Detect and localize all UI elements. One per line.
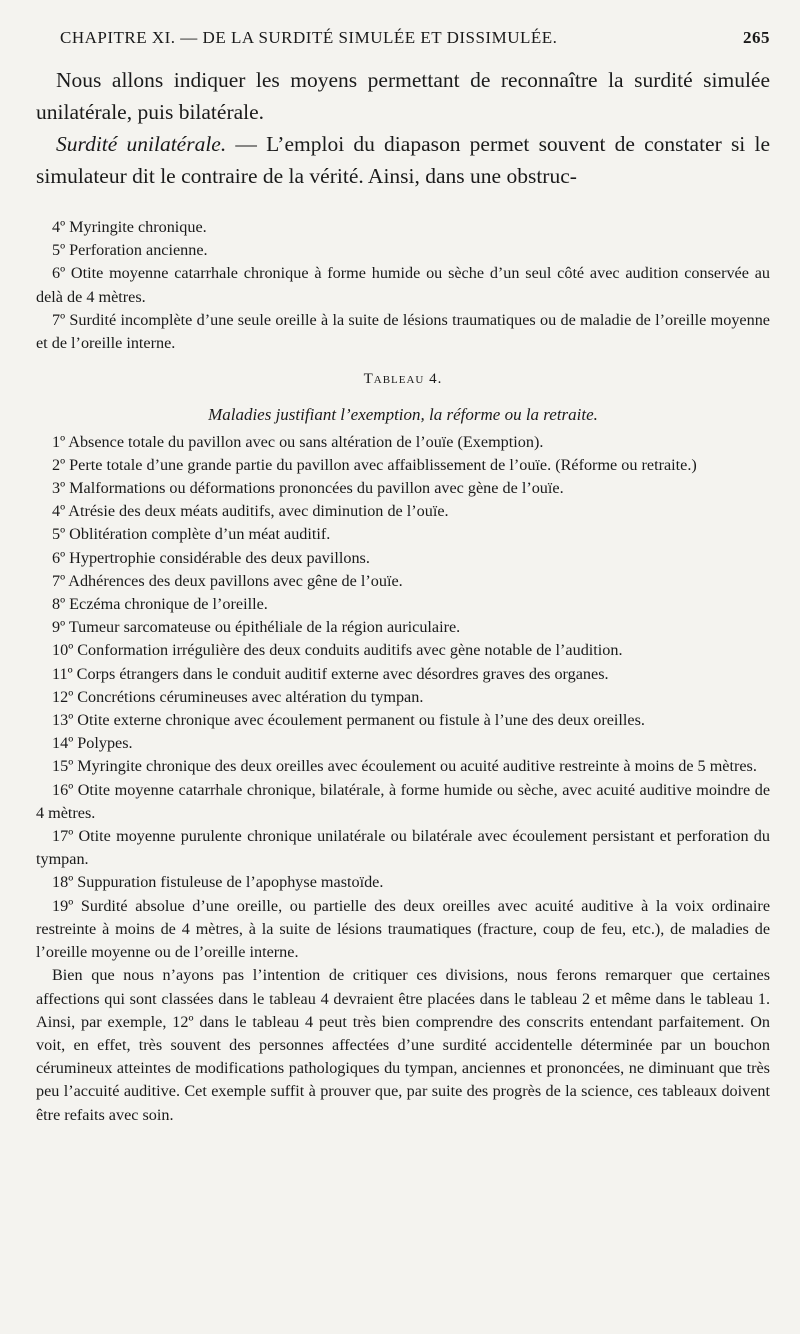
list-item: 17º Otite moyenne purulente chronique unilatérale ou bilatérale avec écoulement persistant et perforation du tympan. (36, 827, 770, 869)
list-item: 1º Absence totale du pavillon avec ou sans altération de l’ouïe (Exemption). (52, 432, 544, 451)
section-heading-unilateral: Surdité unilatérale. (56, 132, 227, 156)
intro-paragraph-2 (36, 128, 770, 192)
list-item: 19º Surdité absolue d’une oreille, ou partielle des deux oreilles avec acuité auditive à la voix ordinaire restreinte à moins de 4 mètres, à la suite de lésions traumatiques (fracture, coup de feu, etc.), de maladies de l’oreille moyenne ou de l’oreille interne. (36, 896, 770, 962)
list-item: 5º Oblitération complète d’un méat auditif. (52, 525, 331, 544)
closing-paragraph: Bien que nous n’ayons pas l’intention de critiquer ces divisions, nous ferons remarquer que certaines affections qui sont classées dans le tableau 4 devraient être placées dans le tableau 2 et même dans le tableau 1. Ainsi, par exemple, 12º dans le tableau 4 peut très bien comprendre des conscrits entendant parfaitement. On voit, en effet, très souvent des personnes affectées d’une surdité accidentelle déterminée par un bouchon cérumineux atteintes de modifications pathologiques du tympan, anciennes et prononcées, ne diminuant que très peu l’accuité auditive. Cet exemple suffit à prouver que, par suite des progrès de la science, ces tableaux doivent être refaits avec soin. (36, 966, 770, 1124)
list-item: 9º Tumeur sarcomateuse ou épithéliale de la région auriculaire. (52, 618, 461, 637)
tableau-title: Tableau 4. (363, 371, 443, 388)
list-item: 4º Atrésie des deux méats auditifs, avec diminution de l’ouïe. (52, 502, 449, 521)
list-item: 3º Malformations ou déformations prononcées du pavillon avec gène de l’ouïe. (52, 479, 564, 498)
list-item: 16º Otite moyenne catarrhale chronique, bilatérale, à forme humide ou sèche, avec acuité auditive moindre de 4 mètres. (36, 780, 770, 822)
running-head (60, 28, 770, 48)
list-item: 6º Otite moyenne catarrhale chronique à forme humide ou sèche d’un seul côté avec audition conservée au delà de 4 mètres. (36, 264, 770, 306)
tableau-subtitle: Maladies justifiant l’exemption, la réforme ou la retraite. (208, 405, 598, 425)
list-item: 6º Hypertrophie considérable des deux pavillons. (52, 548, 370, 567)
list-item: 14º Polypes. (52, 734, 133, 753)
running-title: CHAPITRE XI. — DE LA SURDITÉ SIMULÉE ET DISSIMULÉE. (60, 28, 558, 47)
list-item: 11º Corps étrangers dans le conduit auditif externe avec désordres graves des organes. (52, 664, 609, 683)
tableau-list (36, 431, 770, 965)
list-item: 8º Eczéma chronique de l’oreille. (52, 595, 268, 614)
main-text (36, 216, 770, 1127)
list-item: 18º Suppuration fistuleuse de l’apophyse mastoïde. (52, 873, 384, 892)
list-item: 13º Otite externe chronique avec écoulement permanent ou fistule à l’une des deux oreilles. (52, 711, 645, 730)
intro-text (36, 64, 770, 192)
list-item: 5º Perforation ancienne. (52, 241, 208, 260)
intro-paragraph-1: Nous allons indiquer les moyens permettant de reconnaître la surdité simulée unilatérale, puis bilatérale. (36, 68, 770, 124)
list-item: 15º Myringite chronique des deux oreilles avec écoulement ou acuité auditive restreinte à moins de 5 mètres. (52, 757, 757, 776)
list-item: 10º Conformation irrégulière des deux conduits auditifs avec gène notable de l’audition. (52, 641, 623, 660)
list-item: 4º Myringite chronique. (52, 218, 207, 236)
list-item: 2º Perte totale d’une grande partie du pavillon avec affaiblissement de l’ouïe. (Réforme ou retraite.) (52, 455, 697, 474)
list-item: 7º Surdité incomplète d’une seule oreille à la suite de lésions traumatiques ou de maladie de l’oreille moyenne et de l’oreille interne. (36, 310, 770, 353)
list-top (36, 216, 770, 355)
intro-paragraph-2-text: — L’emploi du diapason permet souvent de constater si le simulateur dit le contraire de la vérité. Ainsi, dans une obstruc- (36, 132, 770, 188)
list-item: 7º Adhérences des deux pavillons avec gêne de l’ouïe. (52, 571, 403, 590)
list-item: 12º Concrétions cérumineuses avec altération du tympan. (52, 687, 424, 706)
page-number: 265 (743, 28, 770, 47)
